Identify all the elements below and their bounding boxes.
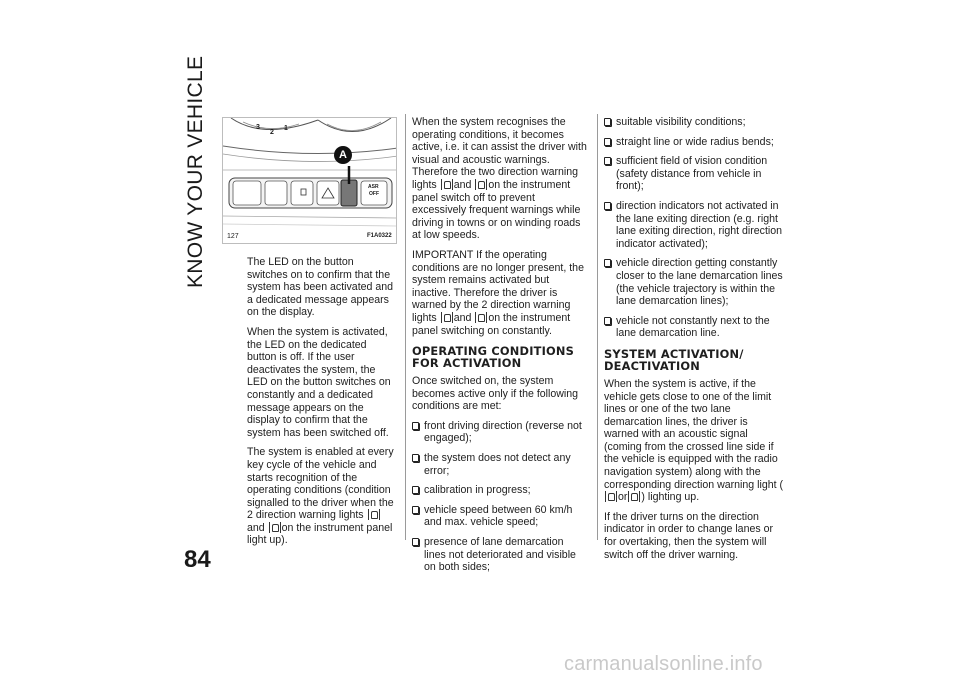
list-item-text: vehicle not constantly next to the lane demarcation line.: [616, 314, 770, 340]
figure-number: 127: [227, 233, 239, 240]
checkbox-bullet-icon: [604, 317, 611, 325]
col1-p3-text-b: and: [247, 521, 265, 534]
col3-p1-text-b: or: [618, 491, 628, 504]
list-item: [412, 420, 588, 445]
dial-number-3: 3: [256, 124, 260, 131]
checkbox-bullet-icon: [412, 454, 419, 462]
column-2: [412, 116, 588, 581]
list-item: [412, 452, 588, 477]
list-item: [412, 484, 588, 497]
col2-p2-text-a: IMPORTANT If the operating conditions are no longer present, the system remains activated but inactive. Therefore the driver is warned by the 2 direction warning lights: [412, 248, 584, 324]
col2-p2-text-b: and: [453, 311, 472, 324]
figure-callout: A: [339, 149, 347, 161]
dashboard-illustration: [222, 117, 397, 244]
col2-paragraph-3: Once switched on, the system becomes active only if the following conditions are met:: [412, 375, 579, 413]
list-item: [412, 504, 588, 529]
list-item: [604, 116, 784, 129]
col3-paragraph-2: If the driver turns on the direction indicator in order to change lanes or for overtaking, then the system will switch off the driver warning.: [604, 510, 774, 561]
list-item: [604, 315, 784, 340]
section-heading-operating-conditions: OPERATING CONDITIONS FOR ACTIVATION: [412, 344, 575, 371]
figure-code: F1A0322: [367, 233, 392, 239]
checkbox-bullet-icon: [604, 157, 611, 165]
col2-p1-text-b: and: [453, 178, 472, 191]
col1-paragraph-1: The LED on the button switches on to confirm that the system has been activated and a dedicated message appears on the display.: [247, 256, 394, 319]
dial-number-1: 1: [284, 125, 288, 132]
list-item-text: front driving direction (reverse not engaged);: [424, 419, 582, 445]
checkbox-bullet-icon: [412, 486, 419, 494]
checkbox-bullet-icon: [412, 538, 419, 546]
checkbox-bullet-icon: [604, 202, 611, 210]
list-item-text: suitable visibility conditions;: [616, 116, 746, 128]
col2-paragraph-1: [412, 116, 588, 242]
col3-p1-text-c: ) lighting up.: [641, 491, 700, 504]
list-item-text: sufficient field of vision condition (safety distance from vehicle in front);: [616, 155, 768, 193]
list-item: [604, 136, 784, 149]
off-label: OFF: [369, 191, 379, 197]
lane-warning-left-icon: [441, 312, 453, 323]
checkbox-bullet-icon: [412, 506, 419, 514]
col2-p2-text-c: on the instrument panel switching on constantly.: [412, 311, 571, 337]
col1-p3-text-c: on the instrument panel light up).: [247, 521, 393, 547]
list-item: [604, 155, 784, 193]
lane-warning-left-icon: [441, 179, 453, 190]
list-item: [604, 200, 784, 250]
asr-label: ASR: [368, 184, 379, 190]
section-title-text: KNOW YOUR VEHICLE: [184, 55, 207, 288]
column-divider-2: [597, 114, 598, 540]
col2-p1-text-a: When the system recognises the operating conditions, it becomes active, i.e. it can assist the driver with visual and acoustic warnings. Therefore the two direction warning lights: [412, 116, 587, 191]
list-item-text: calibration in progress;: [424, 484, 531, 497]
col1-paragraph-2: When the system is activated, the LED on the dedicated button is off. If the user deactivates the system, the LED on the button switches on constantly and a dedicated message appears on the display to confirm that the system has been switched off.: [247, 325, 391, 439]
page-number: 84: [184, 546, 211, 573]
col1-paragraph-3: [247, 446, 397, 547]
list-item: [412, 536, 588, 574]
column-1: [247, 256, 397, 554]
list-item-text: vehicle direction getting constantly closer to the lane demarcation lines (the vehicle trajectory is within the lane demarcation lines);: [616, 257, 783, 308]
list-item-text: the system does not detect any error;: [424, 452, 571, 477]
column-divider-1: [405, 114, 406, 540]
dashboard-drawing: [223, 118, 397, 244]
list-item-text: straight line or wide radius bends;: [616, 135, 774, 148]
dial-number-2: 2: [270, 129, 274, 136]
checkbox-bullet-icon: [604, 118, 611, 126]
checkbox-bullet-icon: [412, 422, 419, 430]
checkbox-bullet-icon: [604, 138, 611, 146]
col3-paragraph-1: [604, 378, 784, 504]
list-item-text: presence of lane demarcation lines not deteriorated and visible on both sides;: [424, 536, 576, 574]
lane-warning-right-icon: [628, 491, 640, 502]
list-item-text: direction indicators not activated in the lane exiting direction (e.g. right lane exiting direction, right direction indicator activated);: [616, 199, 783, 250]
list-item: [604, 257, 784, 307]
column-3: [604, 116, 784, 568]
col1-p3-text-a: The system is enabled at every key cycle of the vehicle and starts recognition of the operating conditions (condition signalled to the driver when the 2 direction warning lights: [247, 446, 394, 522]
lane-warning-right-icon: [475, 312, 487, 323]
col2-paragraph-2: [412, 249, 588, 337]
watermark: carmanualsonline.info: [564, 653, 763, 675]
section-heading-system-activation: SYSTEM ACTIVATION/ DEACTIVATION: [604, 346, 744, 373]
lane-warning-right-icon: [475, 179, 487, 190]
lane-warning-left-icon: [605, 491, 617, 502]
col2-p1-text-c: on the instrument panel switch off to prevent excessively frequent warnings while driving in towns or on winding roads at low speeds.: [412, 178, 581, 242]
section-title: [184, 55, 208, 288]
list-item-text: vehicle speed between 60 km/h and max. vehicle speed;: [424, 503, 573, 529]
checkbox-bullet-icon: [604, 259, 611, 267]
col3-p1-text-a: When the system is active, if the vehicle gets close to one of the limit lines or one of the two lane demarcation lines, the driver is warned with an acoustic signal (coming from the crossed line side if the vehicle is equipped with the radio navigation system) along with the corresponding direction warning light (: [604, 377, 784, 491]
lane-warning-right-icon: [269, 522, 281, 533]
lane-warning-left-icon: [368, 509, 380, 520]
